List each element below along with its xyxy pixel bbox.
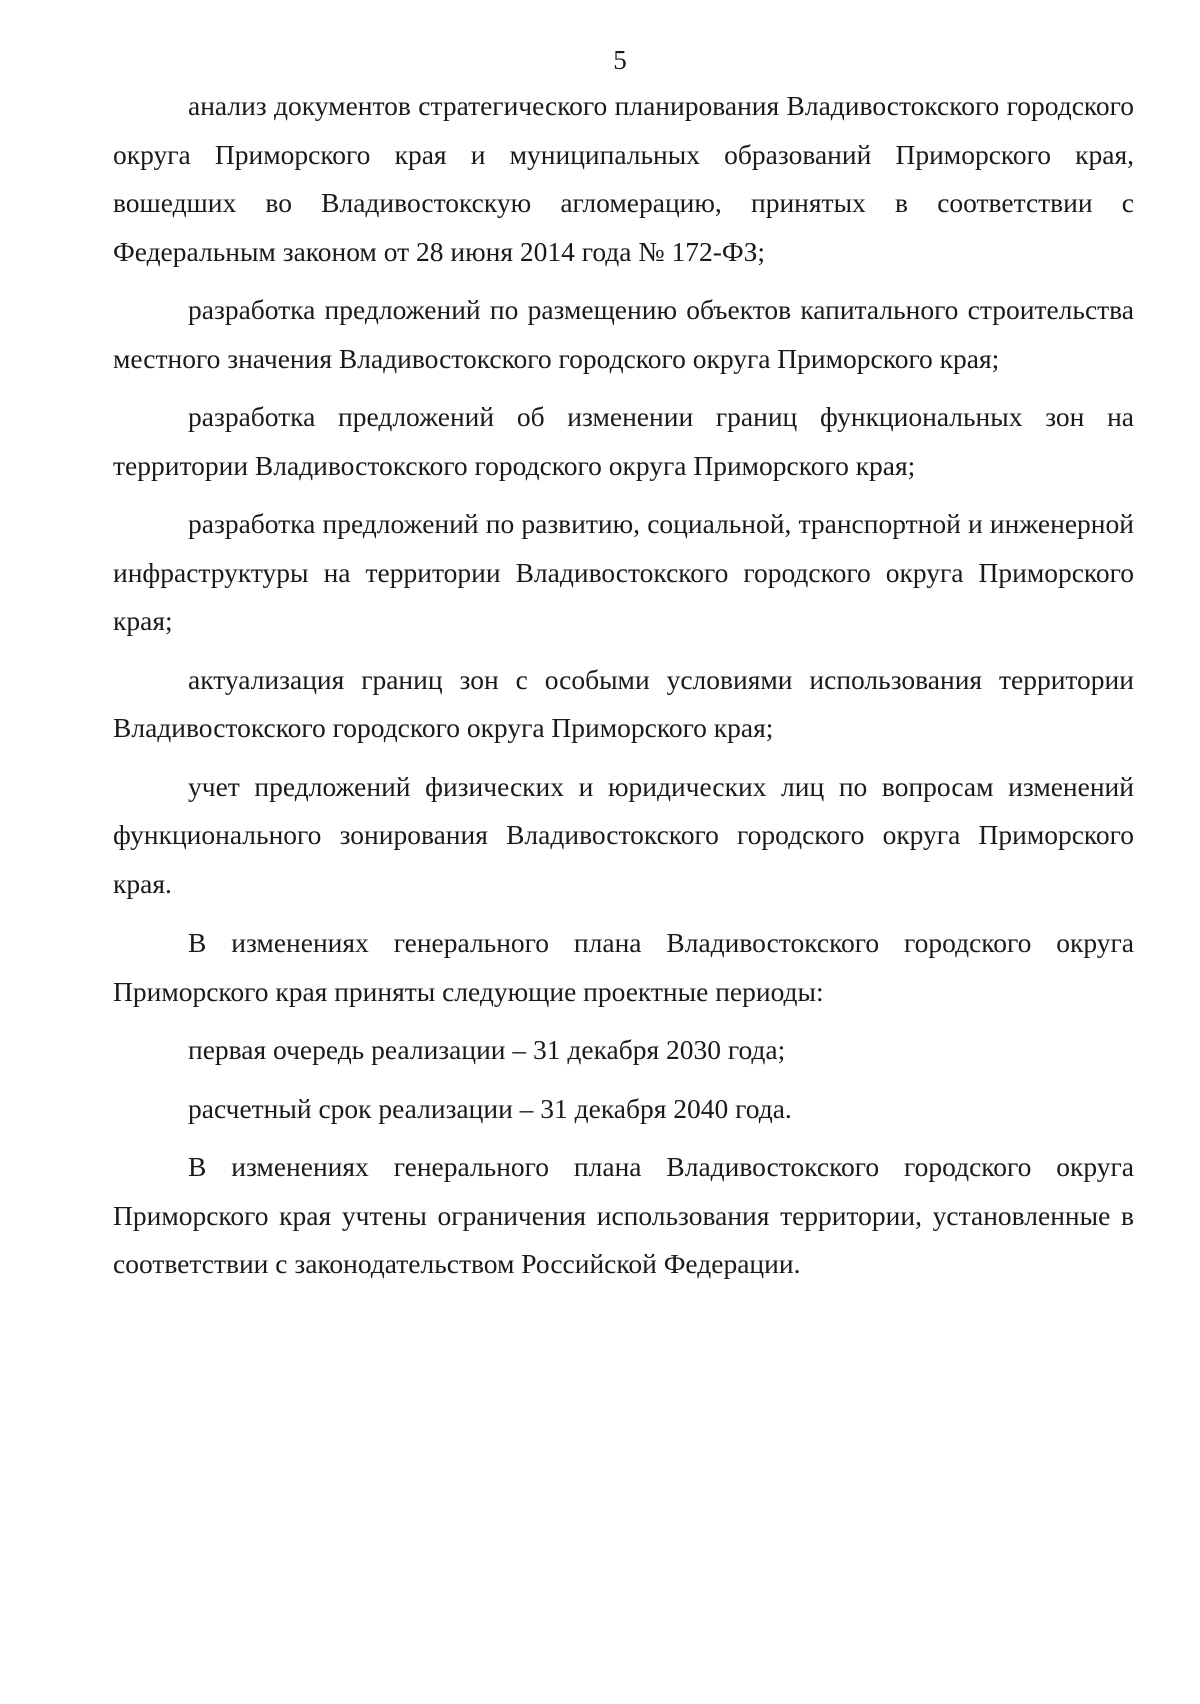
document-body [113, 82, 1134, 1289]
paragraph-capital-construction: разработка предложений по размещению объектов капитального строительства местного значения Владивостокского городского округа Приморского края; [113, 294, 1134, 374]
paragraph-restrictions: В изменениях генерального плана Владивостокского городского округа Приморского края учтены ограничения использования территории, установленные в соответствии с законодательством Российской Федерации. [113, 1151, 1134, 1279]
paragraph-first-stage: первая очередь реализации – 31 декабря 2030 года; [188, 1034, 786, 1065]
paragraph-special-zones: актуализация границ зон с особыми условиями использования территории Владивостокского городского округа Приморского края; [113, 663, 1134, 743]
paragraph-public-proposals: учет предложений физических и юридических лиц по вопросам изменений функционального зонирования Владивостокского городского округа Приморского края. [113, 770, 1134, 899]
paragraph-functional-zones: разработка предложений об изменении границ функциональных зон на территории Владивостокского городского округа Приморского края; [113, 401, 1134, 481]
paragraph-calculated-term: расчетный срок реализации – 31 декабря 2040 года. [188, 1092, 792, 1124]
paragraph-strategic-analysis: анализ документов стратегического планирования Владивостокского городского округа Приморского края и муниципальных образований Приморского края, вошедших во Владивостокскую агломерацию, принятых в соответствии с Федеральным законом от 28 июня 2014 года № 172-ФЗ; [113, 90, 1134, 267]
paragraph-infrastructure: разработка предложений по развитию, социальной, транспортной и инженерной инфраструктуры на территории Владивостокского городского округа Приморского края; [113, 508, 1134, 636]
paragraph-project-periods: В изменениях генерального плана Владивостокского городского округа Приморского края приняты следующие проектные периоды: [113, 927, 1134, 1007]
page-number: 5 [613, 45, 627, 75]
